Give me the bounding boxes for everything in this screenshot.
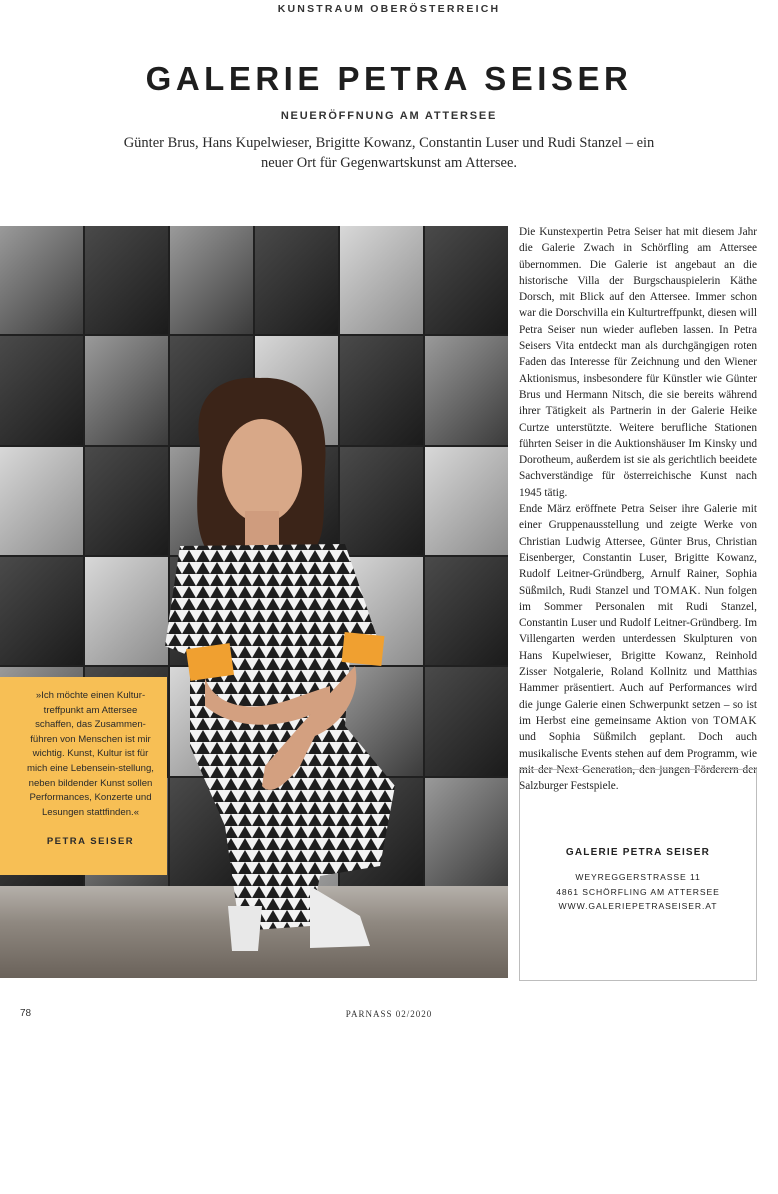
magazine-issue: PARNASS 02/2020 (345, 1009, 433, 1019)
gallery-street: WEYREGGERSTRASSE 11 (575, 872, 701, 882)
quote-author: PETRA SEISER (46, 836, 135, 848)
page-subtitle: NEUERÖFFNUNG AM ATTERSEE (280, 110, 498, 122)
article-body (519, 224, 757, 794)
gallery-city: 4861 SCHÖRFLING AM ATTERSEE (556, 886, 720, 897)
gallery-info-box (519, 769, 757, 981)
caption-name: PETRA SEISER (22, 1184, 94, 1194)
artist-tomak: TOMAK (653, 584, 698, 597)
section-label: KUNSTRAUM OBERÖSTERREICH (277, 3, 501, 15)
gallery-website[interactable]: WWW.GALERIEPETRASEISER.AT (558, 901, 718, 911)
artist-tomak: TOMAK (713, 714, 757, 727)
caption-credit: Foto: Stefan Zauner (201, 1184, 276, 1194)
page-number: 78 (20, 1008, 32, 1019)
paragraph-1: Die Kunstexpertin Petra Seiser hat mit diesem Jahr die Galerie Zwach in Schörfling am Attersee übernommen. Die Galerie ist angebaut an die historische Villa der Burgschauspielerin Käthe Dorsch, mit Blick auf den Attersee. Immer schon war die Dorschvilla ein Kulturtreffpunkt, diesen will Petra Seiser nun wieder aufleben lassen. In Petra Seisers Vita entdeckt man als durchgängigen roten Faden das Interesse für Zeichnung und den Wiener Aktionismus, insbesondere für Künstler wie Günter Brus und Hermann Nitsch, die sie bereits während ihrer Tätigkeit als Partnerin in der Galerie Heike Curtze unterstützte. Weitere berufliche Stationen führten Seiser in die Auktionshäuser Im Kinsky und Dorotheum, außerdem ist sie als gerichtlich beeidete Sachverständige für österreichische Kunst nach 1945 tätig. (519, 226, 757, 499)
quote-box (0, 677, 167, 875)
page-title: GALERIE PETRA SEISER (145, 60, 633, 97)
paragraph-2: Ende März eröffnete Petra Seiser ihre Galerie mit einer Gruppenausstellung und zeigte Werke von Christian Ludwig Attersee, Günter Brus, Christian Eisenberger, Constantin Luser, Brigitte Kowanz, Rudolf Leitner-Gründberg, Arnulf Rainer, Sophia Süßmilch, Rudi Stanzel und TOMAK. Nun folgen im Sommer Personalen mit Rudi Stanzel, Constantin Luser und Rudolf Leitner-Gründberg. Im Villengarten werden unterdessen Skulpturen von Hans Kupelwieser, Brigitte Kowanz, Reinhold Zisser Notgalerie, Roland Kollnitz und Matthias Hammer präsentiert. Auch auf Performances wird die junge Galerie einen Schwerpunkt setzen – so ist im Herbst eine gemeinsame Aktion von TOMAK und Sophia Süßmilch geplant. Doch auch musikalische Events stehen auf dem Programm, wie mit der Next Generation, den jungen Förderern der Salzburger Festspiele. (519, 503, 757, 793)
caption-work: | vor Rudi Stanzel, 1991 | (93, 1184, 202, 1194)
photo-caption (22, 1184, 276, 1194)
quote-text: »Ich möchte einen Kultur-treffpunkt am Attersee schaffen, das Zusammen-führen von Menschen ist mir wichtig. Kunst, Kultur ist für mich eine Lebensein-stellung, neben bildender Kunst sollen Performances, Konzerte und Lesungen stattfinden.« (27, 690, 154, 818)
gallery-name: GALERIE PETRA SEISER (565, 847, 711, 858)
lead-text: Günter Brus, Hans Kupelwieser, Brigitte Kowanz, Constantin Luser und Rudi Stanzel – ein neuer Ort für Gegenwartskunst am Attersee. (123, 135, 655, 171)
